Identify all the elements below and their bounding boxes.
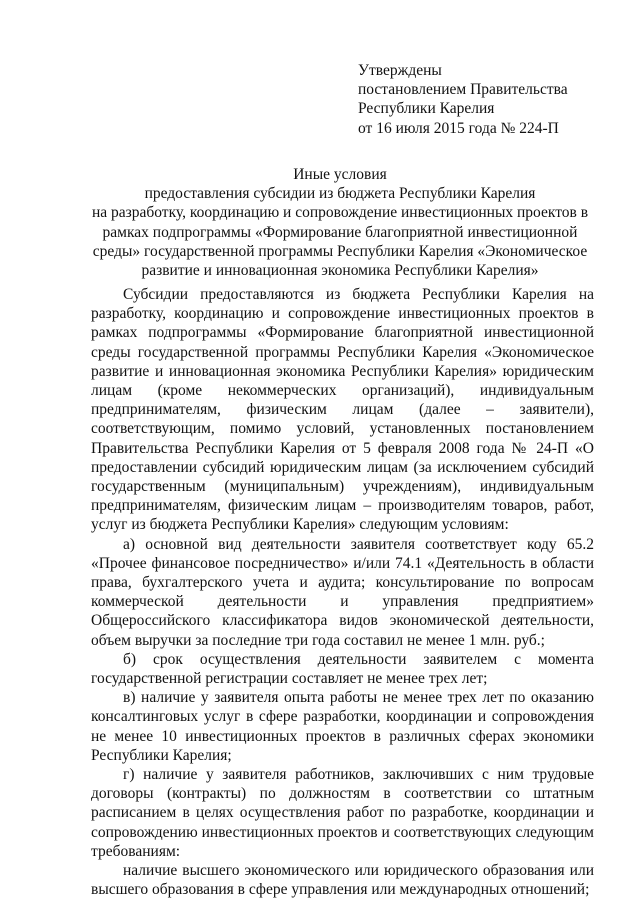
- condition-a: а) основной вид деятельности заявителя соответствует коду 65.2 «Прочее финансовое посредничество» и/или 74.1 «Деятельность в области права, бухгалтерского учета и аудита; консультирование по вопросам коммерческой деятельности и управления предприятием» Общероссийского классификатора видов экономической деятельности, объем выручки за последние три года составил не менее 1 млн. руб.;: [91, 535, 594, 649]
- condition-c: в) наличие у заявителя опыта работы не менее трех лет по оказанию консалтинговых услуг в сфере разработки, координации и сопровождения не менее 10 инвестиционных проектов в различных сферах экономики Республики Карелия;: [91, 689, 594, 764]
- title-line: рамках подпрограммы «Формирование благоприятной инвестиционной: [102, 223, 578, 241]
- approval-line: постановлением Правительства: [358, 81, 568, 99]
- title-line: среды» государственной программы Республики Карелия «Экономическое: [92, 242, 588, 260]
- body-paragraph: Субсидии предоставляются из бюджета Республики Карелия на разработку, координацию и сопровождение инвестиционных проектов в рамках подпрограммы «Формирование благоприятной инвестиционной среды государственной программы Республики Карелия «Экономическое развитие и инновационная экономика Республики Карелия» юридическим лицам (кроме некоммерческих организаций), индивидуальным предпринимателям, физическим лицам (далее – заявители), соответствующим, помимо условий, установленных постановлением Правительства Республики Карелия от 5 февраля 2008 года № 24-П «О предоставлении субсидий юридическим лицам (за исключением субсидий государственным (муниципальным) учреждениям), индивидуальным предпринимателям, физическим лицам – производителям товаров, работ, услуг из бюджета Республики Карелия» следующим условиям:: [91, 286, 594, 534]
- approval-line: Республики Карелия: [358, 100, 495, 118]
- condition-d: г) наличие у заявителя работников, заключивших с ним трудовые договоры (контракты) по должностям в соответствии со штатным расписанием в целях осуществления работ по разработке, координации и сопровождению инвестиционных проектов и соответствующих следующим требованиям:: [91, 766, 594, 860]
- approval-line: от 16 июля 2015 года № 224-П: [358, 119, 559, 137]
- condition-b: б) срок осуществления деятельности заявителем с момента государственной регистрации составляет не менее трех лет;: [91, 650, 594, 688]
- title-line: развитие и инновационная экономика Республики Карелия»: [141, 262, 539, 280]
- document-body: [91, 285, 594, 900]
- approval-line: Утверждены: [358, 62, 442, 79]
- title-line: Иные условия: [293, 166, 387, 183]
- title-line: на разработку, координацию и сопровождение инвестиционных проектов в: [91, 204, 589, 222]
- title-line: предоставления субсидии из бюджета Республики Карелия: [144, 185, 536, 203]
- requirement-paragraph: наличие высшего экономического или юридического образования или высшего образования в сфере управления или международных отношений;: [91, 862, 594, 899]
- document-title: [90, 165, 590, 280]
- approval-stamp: [358, 61, 618, 138]
